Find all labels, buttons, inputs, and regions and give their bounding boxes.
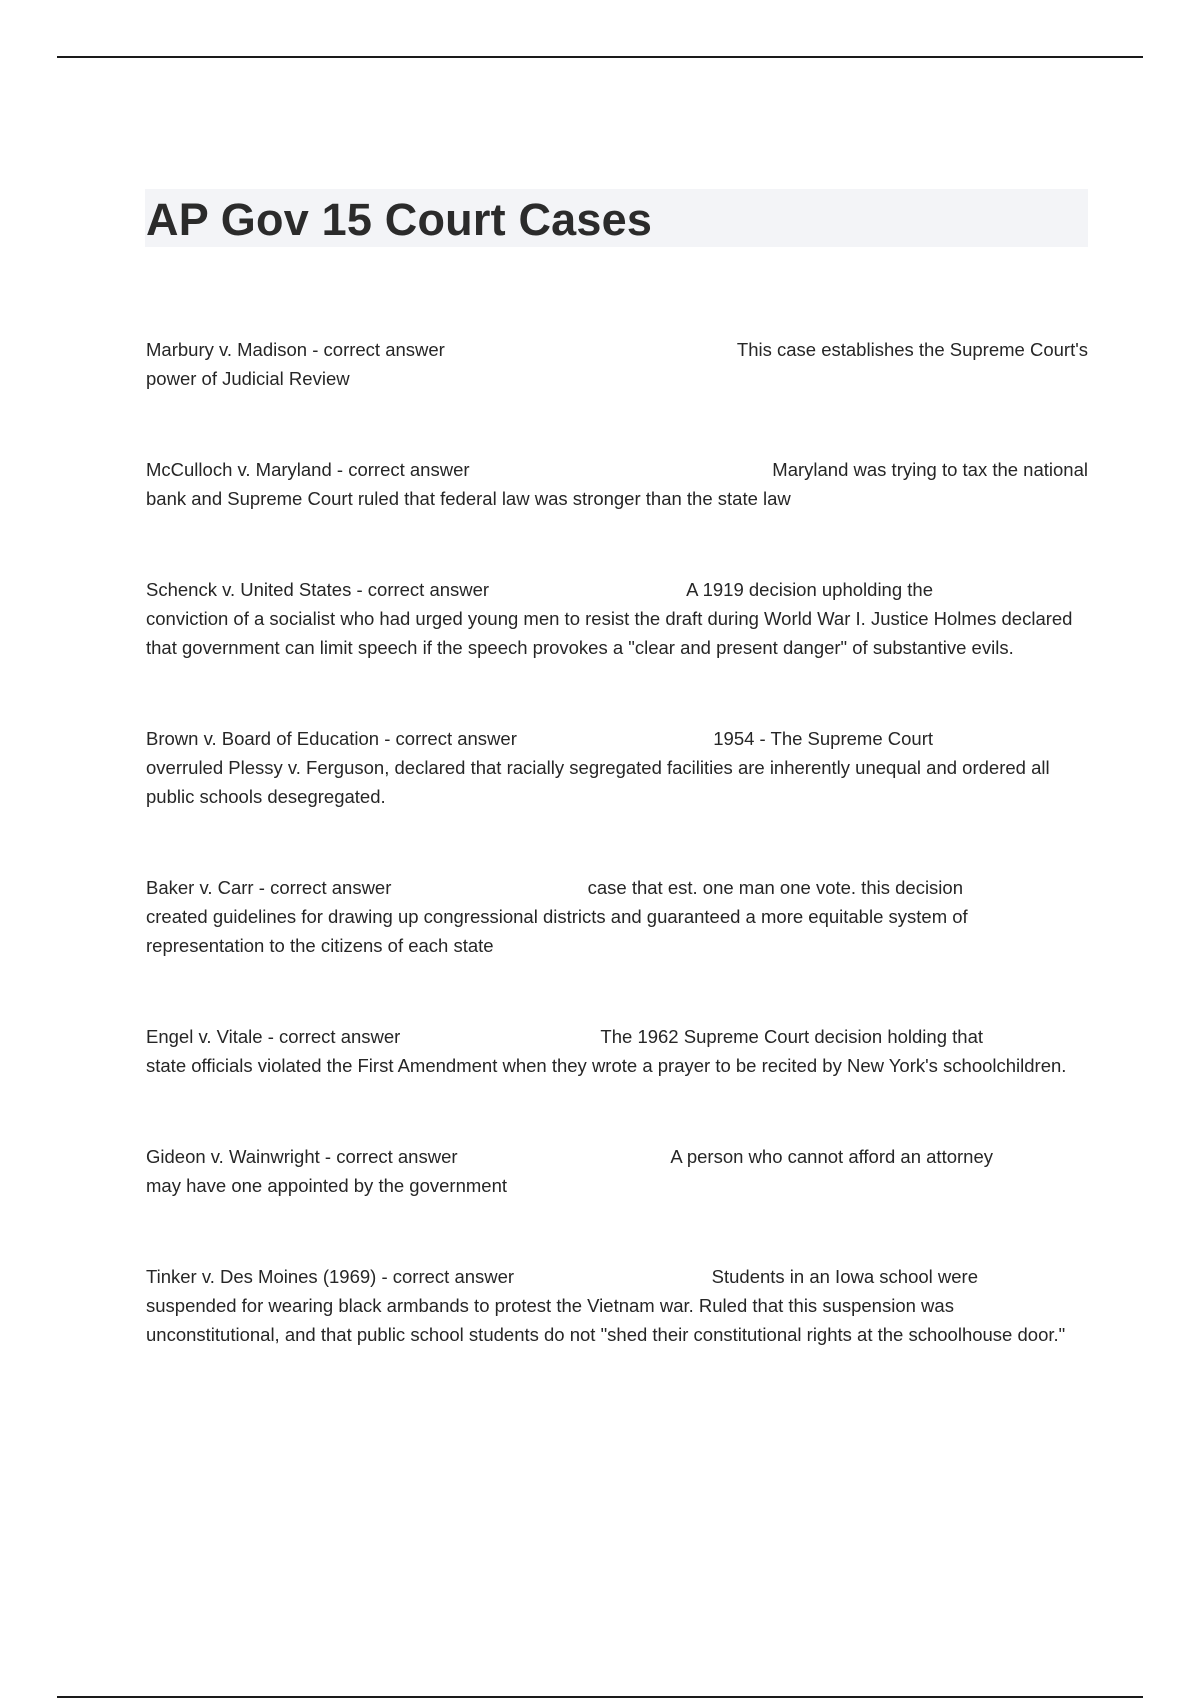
entry-marbury bbox=[146, 335, 1088, 393]
entry-definition-start: 1954 - The Supreme Court bbox=[713, 728, 933, 749]
entry-definition-rest: power of Judicial Review bbox=[146, 368, 350, 389]
entry-tinker bbox=[146, 1262, 1088, 1349]
entry-label: correct answer bbox=[348, 459, 470, 480]
entry-term: Tinker v. Des Moines (1969) bbox=[146, 1266, 377, 1287]
entry-gideon bbox=[146, 1142, 1088, 1200]
entry-label: correct answer bbox=[392, 1266, 515, 1287]
entry-definition-start: Maryland was trying to tax the national bbox=[772, 459, 1088, 480]
entry-definition-rest: state officials violated the First Amendment when they wrote a prayer to be recited by New York's schoolchildren. bbox=[146, 1055, 1067, 1076]
entry-definition-rest: conviction of a socialist who had urged young men to resist the draft during World War I. Justice Holmes declared that government can limit speech if the speech provokes a "clear and present danger" of substantive evils. bbox=[146, 608, 1073, 658]
entry-term: Engel v. Vitale bbox=[146, 1026, 263, 1047]
entry-definition-start: This case establishes the Supreme Court's bbox=[736, 339, 1088, 360]
entry-term: Brown v. Board of Education bbox=[146, 728, 380, 749]
entry-definition-start: Students in an Iowa school were bbox=[711, 1266, 978, 1287]
entry-label: correct answer bbox=[367, 579, 490, 600]
entry-baker bbox=[146, 873, 1088, 960]
entry-schenck bbox=[146, 575, 1088, 662]
top-rule bbox=[57, 56, 1143, 58]
entry-definition-rest: suspended for wearing black armbands to protest the Vietnam war. Ruled that this suspension was unconstitutional, and that public school students do not "shed their constitutional rights at the schoolhouse door." bbox=[146, 1295, 1066, 1345]
entry-separator: - bbox=[376, 1266, 393, 1287]
entry-separator: - bbox=[351, 579, 368, 600]
entry-definition-start: A 1919 decision upholding the bbox=[686, 579, 933, 600]
entry-engel bbox=[146, 1022, 1088, 1080]
entry-mcculloch bbox=[146, 455, 1088, 513]
entry-definition-rest: overruled Plessy v. Ferguson, declared that racially segregated facilities are inherently unequal and ordered all public schools desegregated. bbox=[146, 757, 1050, 807]
entry-definition-start: A person who cannot afford an attorney bbox=[670, 1146, 993, 1167]
entry-label: correct answer bbox=[279, 1026, 401, 1047]
entry-term: Gideon v. Wainwright bbox=[146, 1146, 320, 1167]
entry-brown bbox=[146, 724, 1088, 811]
entry-separator: - bbox=[319, 1146, 337, 1167]
entry-separator: - bbox=[307, 339, 324, 360]
entry-definition-start: The 1962 Supreme Court decision holding that bbox=[600, 1026, 983, 1047]
entry-separator: - bbox=[253, 877, 271, 898]
entry-label: correct answer bbox=[395, 728, 517, 749]
entry-definition-rest: bank and Supreme Court ruled that federal law was stronger than the state law bbox=[146, 488, 791, 509]
document-title: AP Gov 15 Court Cases bbox=[146, 194, 653, 245]
entry-term: McCulloch v. Maryland bbox=[146, 459, 332, 480]
bottom-rule bbox=[57, 1696, 1143, 1698]
entry-term: Marbury v. Madison bbox=[146, 339, 308, 360]
entries-list bbox=[146, 335, 1088, 1411]
entry-definition-rest: may have one appointed by the government bbox=[146, 1175, 507, 1196]
entry-definition-start: case that est. one man one vote. this decision bbox=[587, 877, 963, 898]
entry-separator: - bbox=[379, 728, 396, 749]
entry-label: correct answer bbox=[270, 877, 392, 898]
entry-term: Schenck v. United States bbox=[146, 579, 352, 600]
entry-separator: - bbox=[262, 1026, 280, 1047]
entry-label: correct answer bbox=[336, 1146, 458, 1167]
entry-definition-rest: created guidelines for drawing up congressional districts and guaranteed a more equitable system of representation to the citizens of each state bbox=[146, 906, 968, 956]
entry-label: correct answer bbox=[323, 339, 445, 360]
entry-term: Baker v. Carr bbox=[146, 877, 254, 898]
entry-separator: - bbox=[331, 459, 349, 480]
